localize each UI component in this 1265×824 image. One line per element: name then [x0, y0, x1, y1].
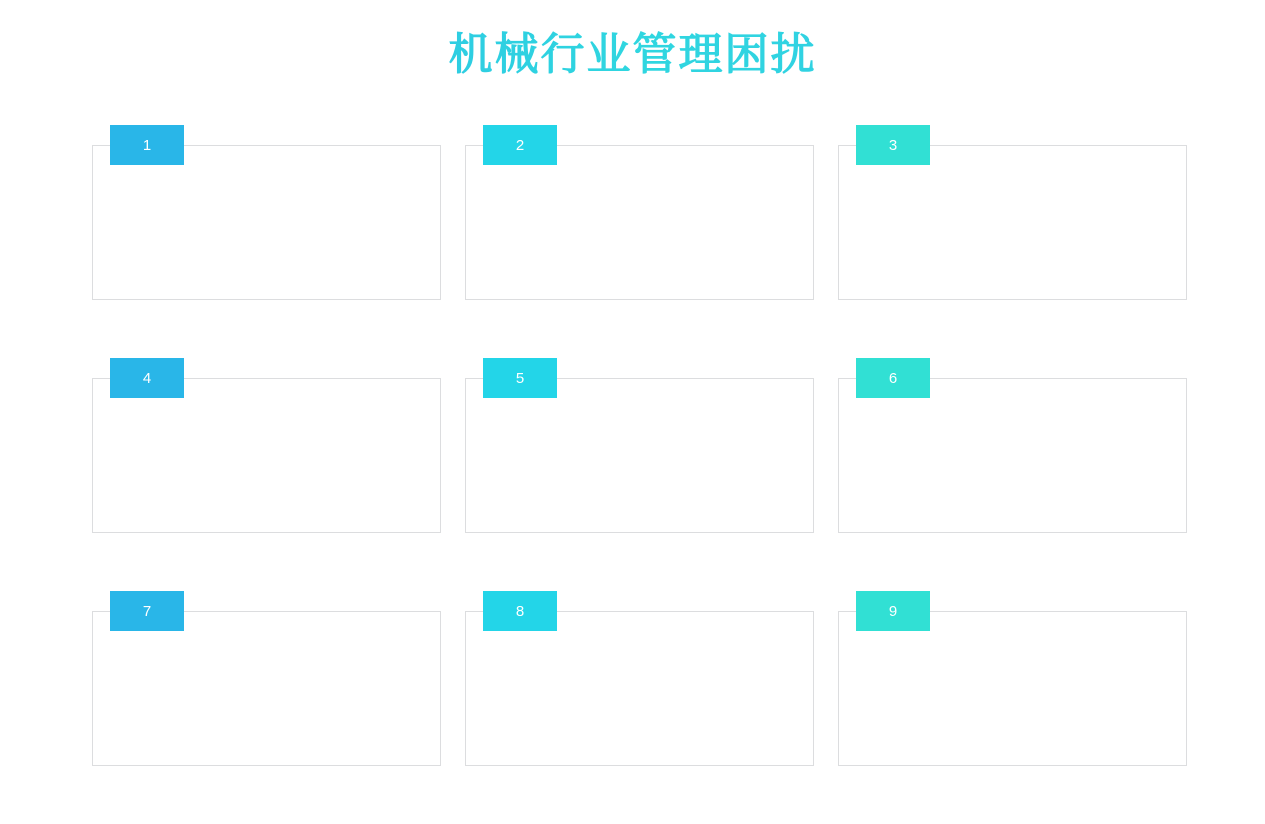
card-item-2	[465, 125, 814, 300]
page-title: 机械行业管理困扰	[0, 18, 1265, 82]
card-item-4	[92, 358, 441, 533]
card-item-7	[92, 591, 441, 766]
card-body	[465, 611, 814, 766]
card-number-badge: 1	[110, 125, 184, 165]
card-body	[92, 145, 441, 300]
card-body	[465, 378, 814, 533]
card-number-badge: 2	[483, 125, 557, 165]
card-number-badge: 4	[110, 358, 184, 398]
card-number-badge: 3	[856, 125, 930, 165]
card-item-3	[838, 125, 1187, 300]
card-item-1	[92, 125, 441, 300]
card-body	[838, 378, 1187, 533]
card-body	[838, 145, 1187, 300]
card-grid	[92, 125, 1188, 824]
card-body	[838, 611, 1187, 766]
card-body	[92, 378, 441, 533]
card-item-9	[838, 591, 1187, 766]
card-body	[465, 145, 814, 300]
card-number-badge: 9	[856, 591, 930, 631]
card-item-6	[838, 358, 1187, 533]
card-number-badge: 6	[856, 358, 930, 398]
card-number-badge: 8	[483, 591, 557, 631]
card-body	[92, 611, 441, 766]
card-number-badge: 7	[110, 591, 184, 631]
card-number-badge: 5	[483, 358, 557, 398]
card-item-5	[465, 358, 814, 533]
card-item-8	[465, 591, 814, 766]
